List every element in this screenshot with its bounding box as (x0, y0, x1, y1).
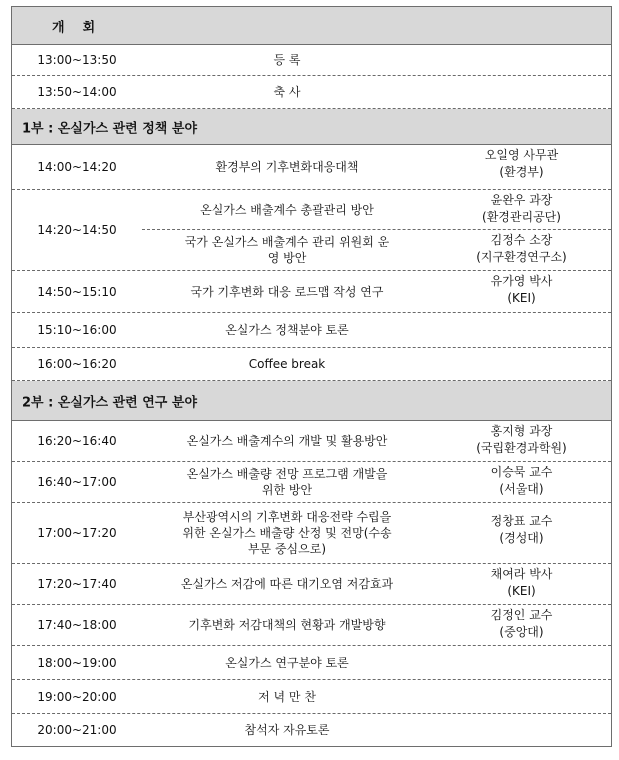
row-title (142, 503, 432, 563)
section-part1 (12, 109, 611, 145)
title-line: 온실가스 배출량 전망 프로그램 개발을 (186, 467, 388, 481)
title-line: 국가 온실가스 배출계수 관리 위원회 운 (184, 235, 390, 249)
row-time: 19:00~20:00 (37, 689, 117, 704)
table-row (12, 680, 611, 714)
table-row (12, 564, 611, 605)
row-title: 온실가스 저감에 따른 대기오염 저감효과 (180, 577, 394, 591)
table-row (12, 646, 611, 680)
table-row (12, 462, 611, 503)
speaker-name: 정창표 교수 (490, 514, 553, 528)
row-title: 기후변화 저감대책의 현황과 개발방향 (188, 618, 386, 632)
section-opening-label: 개 회 (52, 20, 96, 35)
speaker-name: 오일영 사무관 (484, 148, 559, 162)
row-time: 13:00~13:50 (37, 53, 117, 67)
speaker-name: 김정인 교수 (490, 608, 553, 622)
speaker-affiliation: (지구환경연구소) (476, 250, 567, 264)
row-title: 참석자 자유토론 (244, 723, 330, 737)
table-row (12, 503, 611, 564)
row-speaker (432, 230, 611, 270)
table-row (12, 421, 611, 462)
speaker-name: 채여라 박사 (490, 567, 553, 581)
row-time: 14:50~15:10 (37, 284, 117, 299)
row-speaker (432, 605, 611, 645)
speaker-affiliation: (국립환경과학원) (476, 441, 567, 455)
table-row (12, 348, 611, 381)
row-time: 17:00~17:20 (37, 526, 117, 540)
speaker-name: 이승묵 교수 (490, 465, 553, 479)
section-part2-label: 2부 : 온실가스 관련 연구 분야 (22, 395, 198, 410)
speaker-name: 유가영 박사 (490, 274, 553, 288)
row-title: 온실가스 연구분야 토론 (225, 655, 349, 670)
row-time: 16:40~17:00 (37, 475, 117, 489)
row-title: 등 록 (273, 53, 301, 67)
speaker-name: 김정수 소장 (490, 233, 553, 247)
table-row (12, 605, 611, 646)
row-speaker (432, 564, 611, 604)
sub-row (142, 230, 611, 270)
row-time: 17:40~18:00 (37, 618, 117, 632)
row-title: 온실가스 배출계수의 개발 및 활용방안 (186, 434, 388, 448)
table-row (12, 76, 611, 109)
row-time: 17:20~17:40 (37, 577, 117, 591)
row-title: 국가 기후변화 대응 로드맵 작성 연구 (190, 284, 384, 299)
row-speaker (432, 190, 611, 229)
row-time: 13:50~14:00 (37, 85, 117, 99)
row-title (142, 462, 432, 502)
table-row (12, 714, 611, 746)
row-speaker (432, 462, 611, 502)
table-row (12, 271, 611, 313)
section-part2 (12, 381, 611, 421)
sub-row (142, 190, 611, 230)
table-row (12, 145, 611, 190)
speaker-name: 윤완우 과장 (490, 193, 553, 207)
row-title: 환경부의 기후변화대응대책 (215, 160, 359, 174)
row-speaker (432, 503, 611, 563)
row-time: 20:00~21:00 (37, 723, 117, 737)
speaker-affiliation: (중앙대) (499, 625, 544, 639)
row-title: 온실가스 배출계수 총괄관리 방안 (200, 202, 374, 217)
speaker-affiliation: (KEI) (507, 291, 536, 305)
row-time: 14:20~14:50 (37, 223, 117, 237)
row-title: Coffee break (248, 357, 326, 371)
title-line: 부산광역시의 기후변화 대응전략 수립을 (182, 510, 392, 524)
row-time: 16:20~16:40 (37, 434, 117, 448)
section-opening (12, 7, 611, 45)
row-time: 15:10~16:00 (37, 323, 117, 337)
section-part1-label: 1부 : 온실가스 관련 정책 분야 (22, 121, 198, 136)
row-speaker (432, 271, 611, 312)
speaker-affiliation: (KEI) (507, 584, 536, 598)
program-table (11, 6, 612, 747)
row-title: 온실가스 정책분야 토론 (225, 323, 349, 337)
row-speaker (432, 421, 611, 461)
row-time: 16:00~16:20 (37, 357, 117, 371)
table-row (12, 313, 611, 348)
title-line: 부문 중심으로) (247, 542, 327, 556)
row-time: 14:00~14:20 (37, 160, 117, 174)
title-line: 위한 온실가스 배출량 산정 및 전망(수송 (182, 526, 392, 540)
row-speaker (432, 145, 611, 189)
speaker-name: 홍지형 과장 (490, 424, 553, 438)
title-line: 위한 방안 (261, 483, 313, 497)
table-row (12, 45, 611, 76)
speaker-affiliation: (환경부) (499, 165, 544, 179)
row-title: 저 녁 만 찬 (258, 689, 316, 704)
speaker-affiliation: (경성대) (499, 531, 544, 545)
speaker-affiliation: (환경관리공단) (482, 210, 561, 224)
speaker-affiliation: (서울대) (499, 482, 544, 496)
row-title: 축 사 (273, 85, 301, 99)
row-title (142, 230, 432, 270)
row-time: 18:00~19:00 (37, 655, 117, 670)
title-line: 영 방안 (267, 251, 307, 265)
table-row (12, 190, 611, 271)
